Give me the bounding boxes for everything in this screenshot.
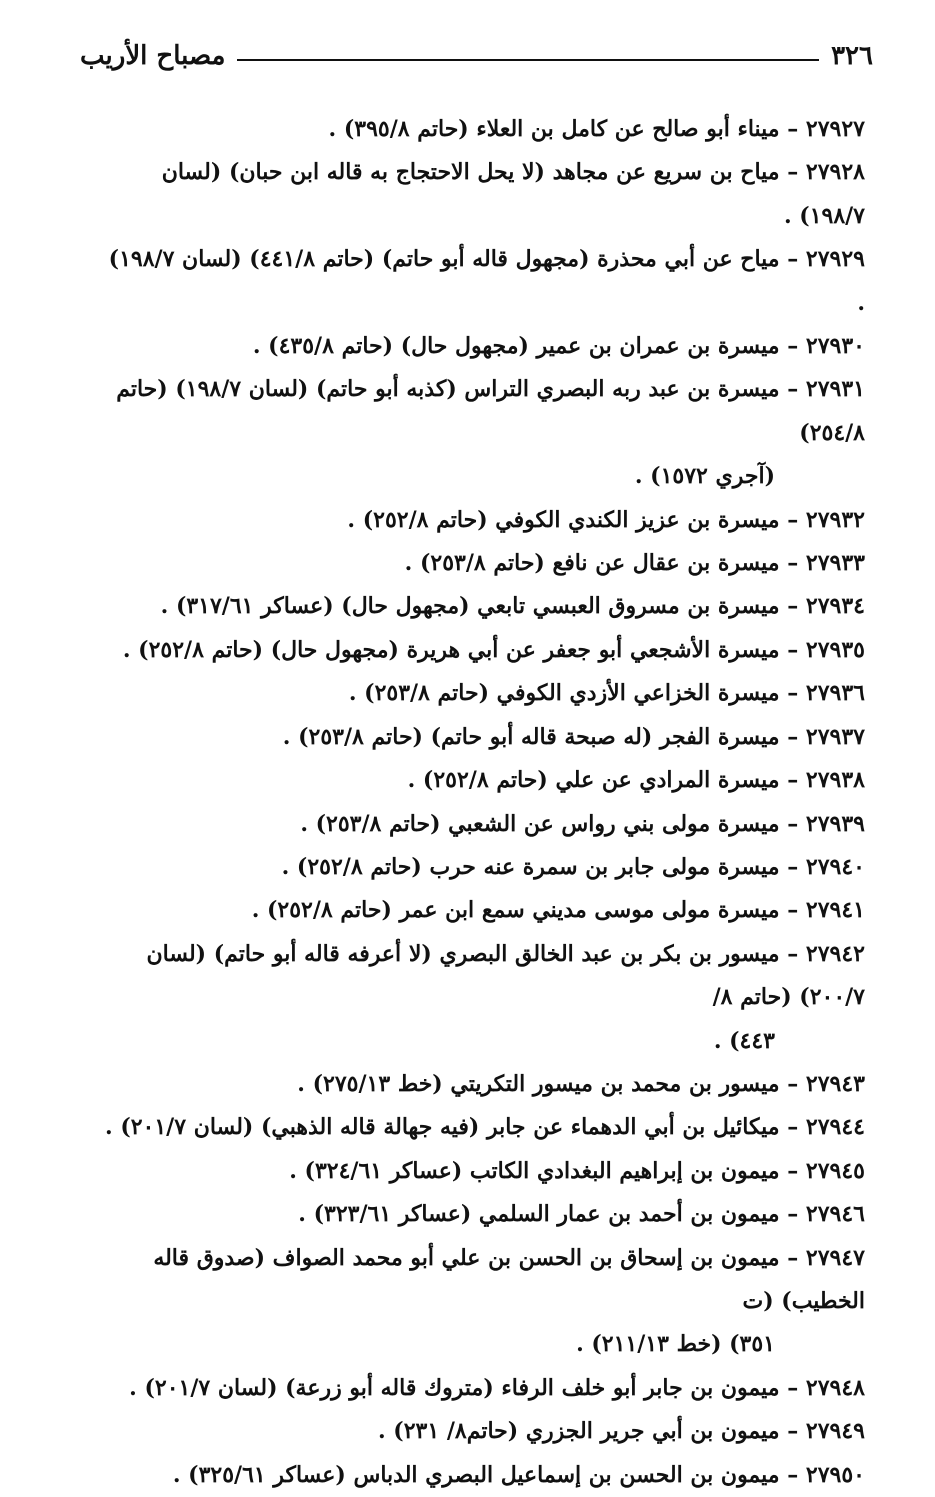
running-header bbox=[80, 36, 873, 76]
header-rule bbox=[237, 59, 819, 61]
entry-text: ميسرة بن عقال عن نافع (حاتم ٢٥٣/٨) . bbox=[404, 550, 780, 577]
entry-number: ٢٧٩٤٥ bbox=[805, 1157, 865, 1184]
entry-number: ٢٧٩٢٩ bbox=[805, 246, 865, 273]
entry-dash: – bbox=[779, 1244, 806, 1271]
list-item bbox=[100, 933, 865, 1063]
entry-number: ٢٧٩٢٨ bbox=[805, 159, 865, 186]
entry-dash: – bbox=[779, 853, 806, 880]
entry-dash: – bbox=[779, 246, 806, 273]
list-item bbox=[100, 151, 865, 238]
list-item bbox=[100, 1410, 865, 1453]
entry-number: ٢٧٩٣٥ bbox=[805, 636, 865, 663]
entry-text: ميسرة بن عبد ربه البصري التراس (كذبه أبو حاتم) (لسان ١٩٨/٧) (حاتم ٢٥٤/٨) bbox=[116, 376, 865, 446]
entry-text: ميسرة الأشجعي أبو جعفر عن أبي هريرة (مجهول حال) (حاتم ٢٥٢/٨) . bbox=[122, 636, 780, 663]
entry-number: ٢٧٩٤٦ bbox=[805, 1201, 865, 1228]
entry-number: ٢٧٩٢٧ bbox=[805, 116, 865, 142]
entry-text: ميمون بن إبراهيم البغدادي الكاتب (عساكر ٣٢٤/٦١) . bbox=[289, 1157, 780, 1184]
list-item bbox=[100, 1106, 865, 1149]
list-item bbox=[100, 368, 865, 498]
entry-text: ميناء أبو صالح عن كامل بن العلاء (حاتم ٣٩٥/٨) . bbox=[328, 116, 780, 142]
list-item bbox=[100, 672, 865, 715]
entry-number: ٢٧٩٣٧ bbox=[805, 723, 865, 750]
entry-number: ٢٧٩٤٢ bbox=[805, 940, 865, 967]
entry-dash: – bbox=[779, 159, 806, 186]
list-item bbox=[100, 108, 865, 151]
book-title: مصباح الأريب bbox=[80, 41, 226, 71]
list-item bbox=[100, 803, 865, 846]
entry-number: ٢٧٩٣٢ bbox=[805, 506, 865, 533]
entry-dash: – bbox=[779, 1070, 806, 1097]
list-item bbox=[100, 1367, 865, 1410]
entry-text: ميسرة مولى موسى مديني سمع ابن عمر (حاتم ٢٥٢/٨) . bbox=[251, 897, 780, 924]
entry-dash: – bbox=[779, 810, 806, 837]
list-item bbox=[100, 325, 865, 368]
list-item bbox=[100, 1237, 865, 1367]
entry-dash: – bbox=[779, 593, 806, 620]
entry-text: ميسرة مولى بني رواس عن الشعبي (حاتم ٢٥٣/٨) . bbox=[300, 810, 780, 837]
entry-text: ميمون بن أحمد بن عمار السلمي (عساكر ٣٢٣/٦١) . bbox=[298, 1201, 780, 1228]
entry-text: ميمون بن أبي جرير الجزري (حاتم٨/ ٢٣١) . bbox=[377, 1418, 780, 1445]
list-item bbox=[100, 1150, 865, 1193]
entry-number: ٢٧٩٤٠ bbox=[805, 853, 865, 880]
list-item bbox=[100, 759, 865, 802]
entry-text: ميسرة بن عزيز الكندي الكوفي (حاتم ٢٥٢/٨) . bbox=[347, 506, 780, 533]
entry-number: ٢٧٩٤٤ bbox=[805, 1114, 865, 1141]
entry-dash: – bbox=[779, 1157, 806, 1184]
entry-number: ٢٧٩٤١ bbox=[805, 897, 865, 924]
entry-number: ٢٧٩٣٦ bbox=[805, 680, 865, 707]
entry-text: ميسرة الخزاعي الأزدي الكوفي (حاتم ٢٥٣/٨) . bbox=[348, 680, 780, 707]
entry-continuation: ٣٥١) (خط ٢١١/١٣) . bbox=[576, 1331, 775, 1358]
entry-text: مياح بن سريع عن مجاهد (لا يحل الاحتجاج به قاله ابن حبان) (لسان ١٩٨/٧) . bbox=[161, 159, 865, 229]
entry-text: ميسرة الفجر (له صبحة قاله أبو حاتم) (حاتم ٢٥٣/٨) . bbox=[282, 723, 780, 750]
entry-text: ميسرة بن مسروق العبسي تابعي (مجهول حال) (عساكر ٣١٧/٦١) . bbox=[160, 593, 780, 620]
entry-number: ٢٧٩٣١ bbox=[805, 376, 865, 403]
entry-number: ٢٧٩٣٤ bbox=[805, 593, 865, 620]
entry-text: ميمون بن الحسن بن إسماعيل البصري الدباس (عساكر ٣٢٥/٦١) . bbox=[172, 1461, 780, 1488]
entry-list bbox=[100, 108, 865, 1497]
entry-number: ٢٧٩٤٩ bbox=[805, 1418, 865, 1445]
entry-dash: – bbox=[779, 767, 806, 794]
list-item bbox=[100, 1454, 865, 1497]
entry-dash: – bbox=[779, 506, 806, 533]
entry-dash: – bbox=[779, 1374, 806, 1401]
entry-dash: – bbox=[779, 897, 806, 924]
entry-text: ميسور بن بكر بن عبد الخالق البصري (لا أعرفه قاله أبو حاتم) (لسان ٢٠٠/٧) (حاتم ٨/ bbox=[146, 940, 865, 1011]
list-item bbox=[100, 585, 865, 628]
entry-number: ٢٧٩٤٨ bbox=[805, 1374, 865, 1401]
entry-number: ٢٧٩٥٠ bbox=[805, 1461, 865, 1488]
entry-text: ميسرة المرادي عن علي (حاتم ٢٥٢/٨) . bbox=[407, 767, 780, 794]
entry-dash: – bbox=[779, 1201, 806, 1228]
list-item bbox=[100, 238, 865, 325]
entry-dash: – bbox=[779, 376, 806, 403]
list-item bbox=[100, 1193, 865, 1236]
entry-text: ميكائيل بن أبي الدهماء عن جابر (فيه جهالة قاله الذهبي) (لسان ٢٠١/٧) . bbox=[105, 1114, 780, 1141]
entry-dash: – bbox=[779, 723, 806, 750]
list-item bbox=[100, 1063, 865, 1106]
list-item bbox=[100, 499, 865, 542]
list-item bbox=[100, 629, 865, 672]
entry-number: ٢٧٩٤٧ bbox=[805, 1244, 865, 1271]
list-item bbox=[100, 889, 865, 932]
page-number: ٣٢٦ bbox=[831, 41, 873, 71]
entry-dash: – bbox=[779, 1418, 806, 1445]
list-item bbox=[100, 542, 865, 585]
entry-dash: – bbox=[779, 550, 806, 577]
entry-number: ٢٧٩٤٣ bbox=[805, 1070, 865, 1097]
entry-text: ميمون بن جابر أبو خلف الرفاء (متروك قاله أبو زرعة) (لسان ٢٠١/٧) . bbox=[129, 1374, 780, 1401]
list-item bbox=[100, 846, 865, 889]
entry-dash: – bbox=[779, 116, 806, 142]
list-item bbox=[100, 716, 865, 759]
entry-number: ٢٧٩٣٠ bbox=[805, 333, 865, 360]
entry-number: ٢٧٩٣٨ bbox=[805, 767, 865, 794]
entry-dash: – bbox=[779, 1114, 806, 1141]
entry-continuation: ٤٤٣) . bbox=[713, 1027, 775, 1054]
entry-dash: – bbox=[779, 333, 806, 360]
entry-dash: – bbox=[779, 680, 806, 707]
entry-dash: – bbox=[779, 636, 806, 663]
entry-text: ميمون بن إسحاق بن الحسن بن علي أبو محمد الصواف (صدوق قاله الخطيب) (ت bbox=[153, 1244, 865, 1314]
entry-text: ميسرة بن عمران بن عمير (مجهول حال) (حاتم ٤٣٥/٨) . bbox=[252, 333, 780, 360]
entry-text: مياح عن أبي محذرة (مجهول قاله أبو حاتم) (حاتم ٤٤١/٨) (لسان ١٩٨/٧) . bbox=[108, 246, 865, 316]
entry-number: ٢٧٩٣٩ bbox=[805, 810, 865, 837]
entry-text: ميسرة مولى جابر بن سمرة عنه حرب (حاتم ٢٥٢/٨) . bbox=[281, 853, 780, 880]
entry-dash: – bbox=[779, 940, 806, 967]
entry-text: ميسور بن محمد بن ميسور التكريتي (خط ٢٧٥/١٣) . bbox=[297, 1070, 780, 1097]
entry-number: ٢٧٩٣٣ bbox=[805, 550, 865, 577]
entry-continuation: (آجري ١٥٧٢) . bbox=[634, 463, 775, 490]
entry-dash: – bbox=[779, 1461, 806, 1488]
